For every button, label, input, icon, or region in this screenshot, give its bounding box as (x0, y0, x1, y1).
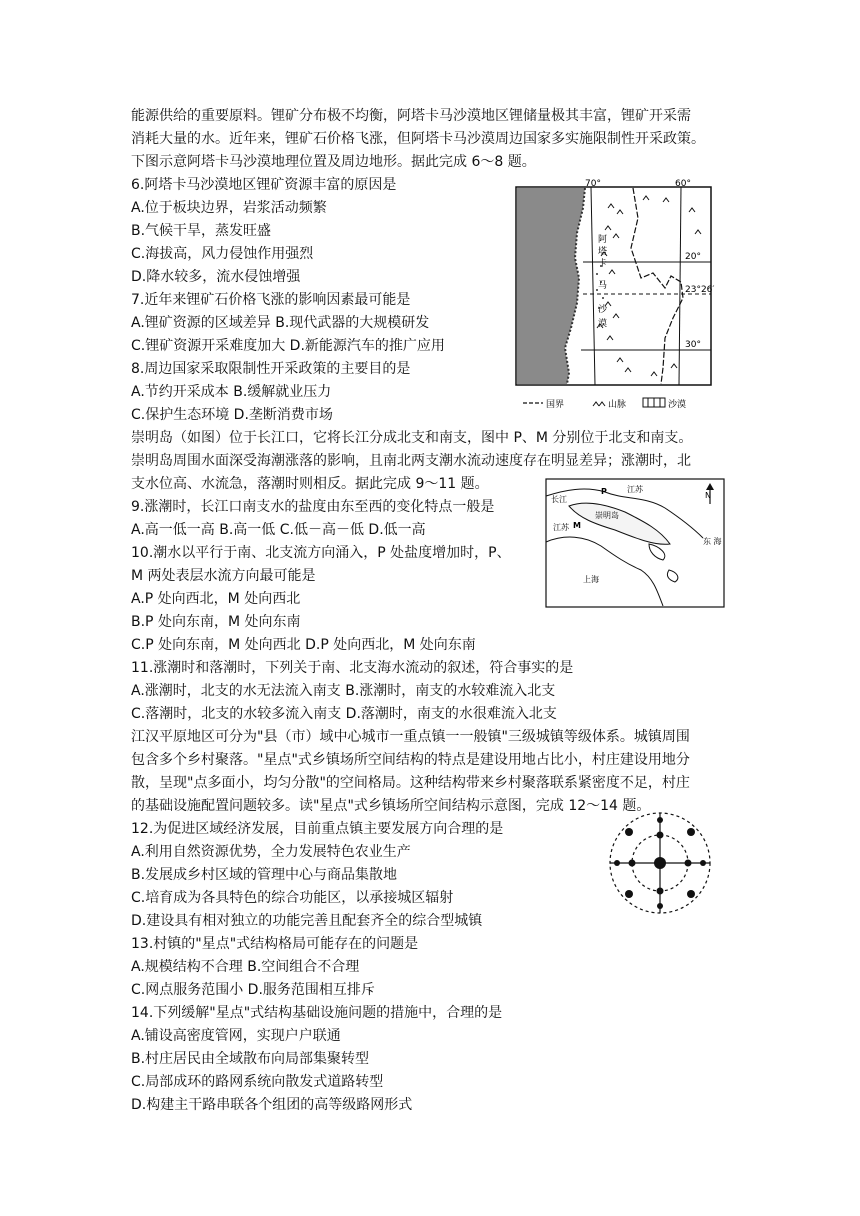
q6-option-b: B.气候干旱，蒸发旺盛 (131, 223, 272, 239)
label-changjiang: 长江 (551, 495, 567, 504)
q10-stem-2: M 两处表层水流方向最可能是 (131, 568, 316, 584)
north-label: N (705, 491, 711, 500)
q12-option-b: B.发展成乡村区域的管理中心与商品集散地 (131, 867, 398, 883)
label-char-3: 卡 (598, 259, 608, 269)
intro-line-2: 消耗大量的水。近年来，锂矿石价格飞涨，但阿塔卡马沙漠周边国家多实施限制性开采政策。 (131, 131, 705, 147)
label-lat-20: 20° (685, 252, 701, 262)
map-legend (523, 398, 686, 410)
q8-stem: 8.周边国家采取限制性开采政策的主要目的是 (131, 361, 411, 377)
q8-options-cd: C.保护生态环境 D.垄断消费市场 (131, 407, 333, 423)
label-lat-2326: 23°26′ (685, 285, 715, 295)
label-p: P (601, 487, 607, 496)
q12-stem: 12.为促进区域经济发展，目前重点镇主要发展方向合理的是 (131, 821, 504, 837)
q11-stem: 11.涨潮时和落潮时，下列关于南、北支海水流动的叙述，符合事实的是 (131, 660, 574, 676)
label-char-1: 阿 (598, 235, 608, 245)
atacama-map (513, 178, 715, 414)
q12-option-c: C.培育成为各具特色的综合功能区，以承接城区辐射 (131, 890, 454, 906)
label-jiangsu-left: 江苏 (553, 523, 569, 532)
q10-option-a: A.P 处向西北，M 处向西北 (131, 591, 301, 607)
intro2-line-3: 支水位高、水流急，落潮时则相反。据此完成 9～11 题。 (131, 476, 489, 492)
q6-stem: 6.阿塔卡马沙漠地区锂矿资源丰富的原因是 (131, 177, 397, 193)
intro3-line-4: 的基础设施配置问题较多。读"星点"式乡镇场所空间结构示意图，完成 12～14 题。 (131, 798, 651, 814)
q12-option-a: A.利用自然资源优势，全力发展特色农业生产 (131, 844, 411, 860)
q14-option-c: C.局部成环的路网系统向散发式道路转型 (131, 1074, 384, 1090)
q10-options-cd: C.P 处向东南，M 处向西北 D.P 处向西北，M 处向东南 (131, 637, 476, 653)
intro-line-1: 能源供给的重要原料。锂矿分布极不均衡，阿塔卡马沙漠地区锂储量极其丰富，锂矿开采需 (131, 108, 691, 124)
q9-options: A.高一低一高 B.高一低 C.低－高－低 D.低一高 (131, 522, 426, 538)
q13-options-cd: C.网点服务范围小 D.服务范围相互排斥 (131, 982, 375, 998)
label-lon-70: 70° (585, 179, 601, 189)
q7-stem: 7.近年来锂矿石价格飞涨的影响因素最可能是 (131, 292, 411, 308)
intro2-line-1: 崇明岛（如图）位于长江口，它将长江分成北支和南支，图中 P、M 分别位于北支和南支。 (131, 430, 693, 446)
label-char-4: 马 (598, 281, 608, 291)
q7-options-cd: C.锂矿资源开采难度加大 D.新能源汽车的推广应用 (131, 338, 445, 354)
q8-options-ab: A.节约开采成本 B.缓解就业压力 (131, 384, 332, 400)
label-jiangsu-top: 江苏 (627, 485, 643, 494)
q14-stem: 14.下列缓解"星点"式结构基础设施问题的措施中，合理的是 (131, 1005, 503, 1021)
label-island: 崇明岛 (595, 511, 619, 520)
intro2-line-2: 崇明岛周围水面深受海潮涨落的影响，且南北两支潮水流动速度存在明显差异；涨潮时，北 (131, 453, 691, 469)
label-char-5: 沙 (598, 305, 608, 315)
intro3-line-1: 江汉平原地区可分为"县（市）域中心城市一重点镇一一般镇"三级城镇等级体系。城镇周围 (131, 729, 690, 745)
q6-option-c: C.海拔高，风力侵蚀作用强烈 (131, 246, 314, 262)
intro3-line-3: 散，呈现"点多面小，均匀分散"的空间格局。这种结构带来乡村聚落联系紧密度不足，村庄 (131, 775, 690, 791)
q11-options-ab: A.涨潮时，北支的水无法流入南支 B.涨潮时，南支的水较难流入北支 (131, 683, 556, 699)
star-point-diagram (605, 808, 715, 918)
q6-option-a: A.位于板块边界，岩浆活动频繁 (131, 200, 327, 216)
q13-stem: 13.村镇的"星点"式结构格局可能存在的问题是 (131, 936, 419, 952)
label-sea: 东 海 (703, 537, 722, 546)
q14-option-d: D.构建主干路串联各个组团的高等级路网形式 (131, 1097, 413, 1113)
intro3-line-2: 包含多个乡村聚落。"星点"式乡镇场所空间结构的特点是建设用地占比小，村庄建设用地分 (131, 752, 690, 768)
label-shanghai: 上海 (583, 575, 599, 584)
q7-options-ab: A.锂矿资源的区域差异 B.现代武器的大规模研发 (131, 315, 430, 331)
q11-options-cd: C.落潮时，北支的水较多流入南支 D.落潮时，南支的水很难流入北支 (131, 706, 557, 722)
label-char-2: 塔 (598, 247, 608, 257)
q10-option-b: B.P 处向东南，M 处向东南 (131, 614, 301, 630)
label-m: M (573, 521, 581, 530)
q6-option-d: D.降水较多，流水侵蚀增强 (131, 269, 301, 285)
intro-line-3: 下图示意阿塔卡马沙漠地理位置及周边地形。据此完成 6～8 题。 (131, 154, 536, 170)
center-node (654, 857, 666, 869)
legend-mountain-label: 山脉 (608, 400, 627, 410)
q10-stem-1: 10.潮水以平行于南、北支流方向涌入，P 处盐度增加时，P、 (131, 545, 511, 561)
q13-options-ab: A.规模结构不合理 B.空间组合不合理 (131, 959, 360, 975)
legend-border-label: 国界 (546, 400, 565, 410)
label-lon-60: 60° (675, 179, 691, 189)
q9-stem: 9.涨潮时，长江口南支水的盐度由东至西的变化特点一般是 (131, 499, 495, 515)
q14-option-b: B.村庄居民由全域散布向局部集聚转型 (131, 1051, 370, 1067)
legend-desert-label: 沙漠 (668, 400, 687, 410)
q14-option-a: A.铺设高密度管网，实现户户联通 (131, 1028, 341, 1044)
chongming-map (545, 478, 725, 608)
q12-option-d: D.建设具有相对独立的功能完善且配套齐全的综合型城镇 (131, 913, 483, 929)
label-char-6: 漠 (598, 319, 608, 329)
label-lat-30: 30° (685, 340, 701, 350)
